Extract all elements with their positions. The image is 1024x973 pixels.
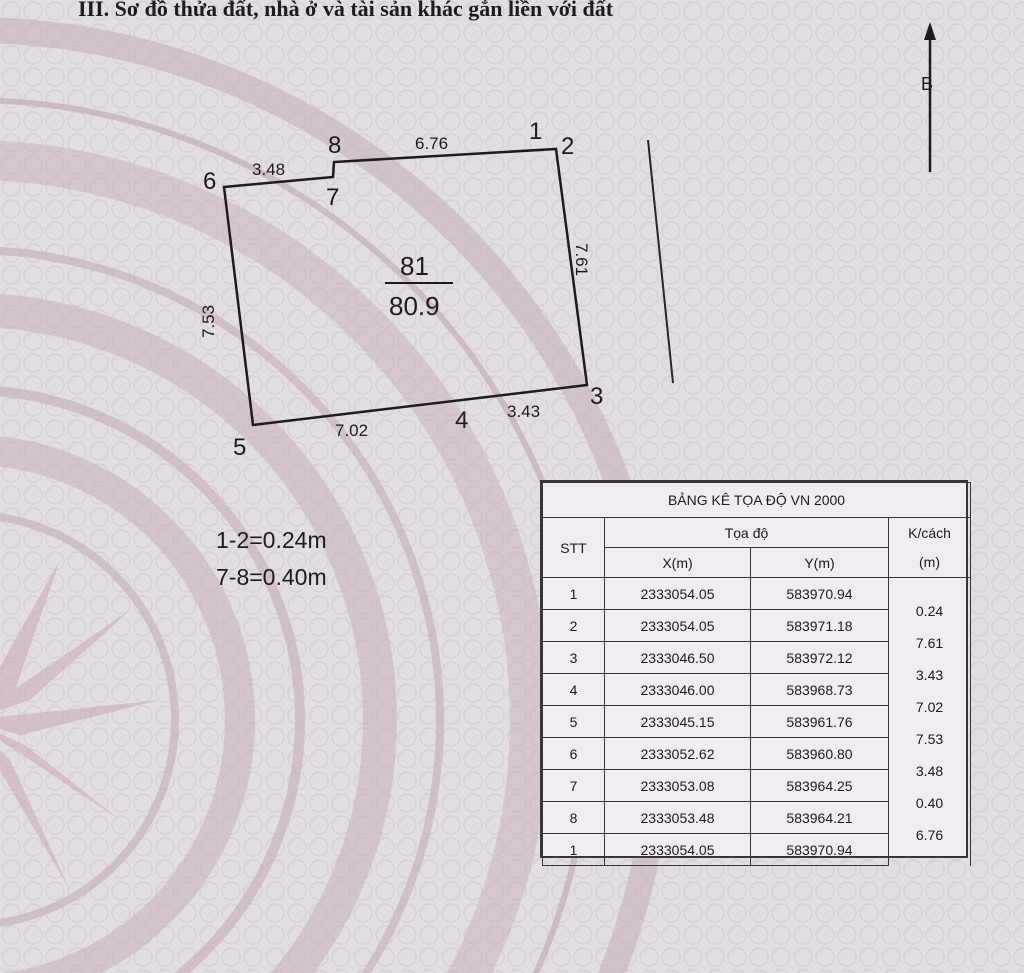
header-coordinates: Tọa độ bbox=[605, 518, 889, 548]
coordinate-table bbox=[542, 482, 971, 866]
distance-value: 3.43 bbox=[915, 666, 944, 683]
edge-length-5-6: 7.53 bbox=[199, 304, 218, 338]
boundary-line bbox=[648, 140, 673, 383]
table-row: 4 2333046.00 583968.73 7.02 bbox=[543, 674, 971, 706]
edge-length-3-4: 3.43 bbox=[507, 402, 541, 421]
distance-value: 0.24 bbox=[915, 602, 944, 619]
edge-length-2-3: 7.61 bbox=[572, 243, 591, 277]
edge-length-8-1: 6.76 bbox=[415, 134, 449, 153]
distance-value: 6.76 bbox=[915, 826, 944, 843]
header-x: X(m) bbox=[605, 548, 751, 578]
coordinate-table-panel bbox=[540, 480, 968, 858]
point-label-2: 2 bbox=[561, 133, 575, 160]
parcel-area: 80.9 bbox=[389, 291, 440, 321]
table-row: 1 2333054.05 583970.94 bbox=[543, 834, 971, 866]
table-row: 5 2333045.15 583961.76 7.53 bbox=[543, 706, 971, 738]
distance-note-7-8: 7-8=0.40m bbox=[216, 564, 327, 590]
point-label-5: 5 bbox=[233, 434, 247, 461]
point-label-3: 3 bbox=[590, 383, 604, 410]
parcel-outline bbox=[224, 149, 587, 425]
distance-value: 7.53 bbox=[915, 730, 944, 747]
table-title: BẢNG KÊ TỌA ĐỘ VN 2000 bbox=[543, 483, 971, 518]
header-distance-unit: (m) bbox=[889, 548, 971, 578]
table-row: 8 2333053.48 583964.21 6.76 bbox=[543, 802, 971, 834]
north-label: B bbox=[921, 74, 934, 94]
point-label-1: 1 bbox=[529, 118, 543, 145]
table-row: 2 2333054.05 583971.18 7.61 bbox=[543, 610, 971, 642]
table-row: 6 2333052.62 583960.80 3.48 bbox=[543, 738, 971, 770]
edge-length-4-5: 7.02 bbox=[335, 421, 369, 440]
header-stt: STT bbox=[543, 518, 605, 578]
point-label-6: 6 bbox=[203, 168, 217, 195]
point-label-7: 7 bbox=[326, 184, 340, 211]
distance-note-1-2: 1-2=0.24m bbox=[216, 527, 327, 553]
north-arrow bbox=[921, 22, 936, 172]
point-label-8: 8 bbox=[328, 132, 342, 159]
section-title: III. Sơ đồ thửa đất, nhà ở và tài sản khác gắn liền với đất bbox=[78, 0, 614, 21]
distance-value: 3.48 bbox=[915, 762, 944, 779]
table-row: 1 2333054.05 583970.94 0.24 bbox=[543, 578, 971, 610]
header-y: Y(m) bbox=[751, 548, 889, 578]
table-row: 7 2333053.08 583964.25 0.40 bbox=[543, 770, 971, 802]
distance-value: 7.61 bbox=[915, 634, 944, 651]
point-label-4: 4 bbox=[455, 407, 469, 434]
table-row: 3 2333046.50 583972.12 3.43 bbox=[543, 642, 971, 674]
distance-value: 0.40 bbox=[915, 794, 944, 811]
edge-length-6-7: 3.48 bbox=[252, 160, 286, 179]
distance-value: 7.02 bbox=[915, 698, 944, 715]
parcel-number: 81 bbox=[400, 251, 429, 281]
header-distance: K/cách bbox=[889, 518, 971, 548]
